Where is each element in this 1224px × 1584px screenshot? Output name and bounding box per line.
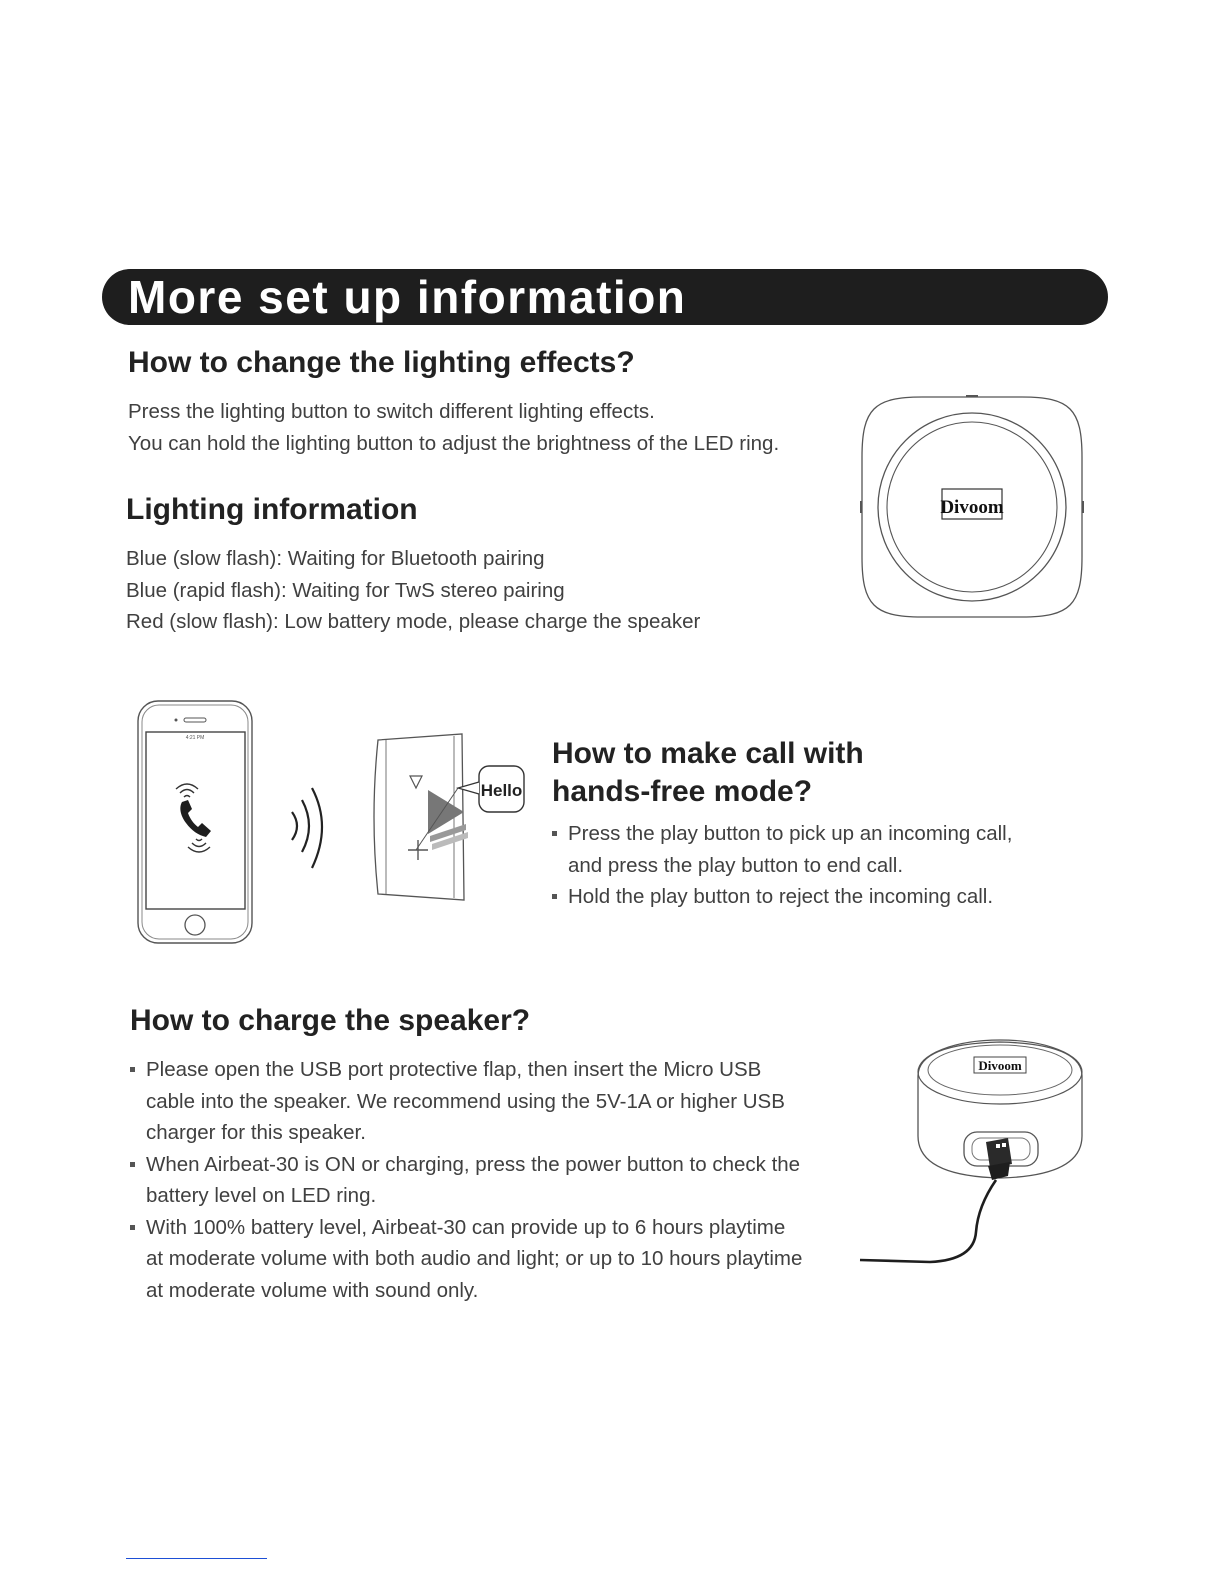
hands-free-heading-line: How to make call with bbox=[552, 737, 864, 770]
charge-heading: How to charge the speaker? bbox=[130, 1004, 531, 1037]
banner-title: More set up information bbox=[128, 271, 687, 323]
hands-free-heading-line: hands-free mode? bbox=[552, 775, 813, 808]
sound-waves-icon bbox=[288, 786, 334, 870]
speaker-side-illustration bbox=[366, 732, 526, 904]
phone-status-time: 4:21 PM bbox=[185, 735, 205, 741]
charge-item-continued: charger for this speaker. bbox=[146, 1121, 366, 1144]
charge-item-continued: battery level on LED ring. bbox=[146, 1184, 377, 1207]
lighting-effects-heading: How to change the lighting effects? bbox=[128, 346, 635, 379]
charge-item: When Airbeat-30 is ON or charging, press the power button to check the bbox=[128, 1149, 802, 1181]
speaker-side-logo: Divoom bbox=[978, 1058, 1022, 1073]
hands-free-list bbox=[550, 818, 1012, 913]
lighting-effects-text bbox=[128, 396, 779, 459]
phone-handset-icon bbox=[180, 800, 211, 837]
lighting-info-line: Blue (slow flash): Waiting for Bluetooth pairing bbox=[126, 547, 545, 570]
phone-illustration bbox=[136, 699, 254, 945]
hands-free-item: Hold the play button to reject the incoming call. bbox=[550, 881, 1012, 913]
charge-item-continued: at moderate volume with sound only. bbox=[146, 1278, 479, 1302]
charge-item: Please open the USB port protective flap, then insert the Micro USB bbox=[128, 1054, 802, 1086]
hands-free-item: Press the play button to pick up an incoming call, bbox=[550, 818, 1012, 850]
lighting-info-line: Red (slow flash): Low battery mode, please charge the speaker bbox=[126, 610, 701, 633]
charge-list bbox=[128, 1054, 802, 1306]
lighting-info-list bbox=[126, 543, 700, 638]
hands-free-heading bbox=[552, 735, 864, 811]
speaker-logo: Divoom bbox=[940, 497, 1004, 518]
charge-item-continued: at moderate volume with both audio and light; or up to 10 hours playtime bbox=[146, 1247, 803, 1270]
lighting-effects-line: You can hold the lighting button to adjust the brightness of the LED ring. bbox=[128, 431, 780, 455]
section-banner bbox=[102, 269, 1108, 325]
charge-item: With 100% battery level, Airbeat-30 can provide up to 6 hours playtime bbox=[128, 1212, 802, 1244]
footer-rule bbox=[126, 1558, 267, 1559]
speaker-top-view-illustration bbox=[860, 395, 1084, 619]
lighting-effects-line: Press the lighting button to switch different lighting effects. bbox=[128, 400, 655, 423]
hands-free-item-continued: and press the play button to end call. bbox=[568, 853, 904, 877]
speech-bubble-text: Hello bbox=[480, 781, 523, 800]
lighting-info-heading: Lighting information bbox=[126, 493, 418, 526]
lighting-info-line: Blue (rapid flash): Waiting for TwS stereo pairing bbox=[126, 578, 565, 602]
speaker-charging-illustration bbox=[860, 1036, 1088, 1268]
charge-item-continued: cable into the speaker. We recommend using the 5V-1A or higher USB bbox=[146, 1089, 785, 1113]
